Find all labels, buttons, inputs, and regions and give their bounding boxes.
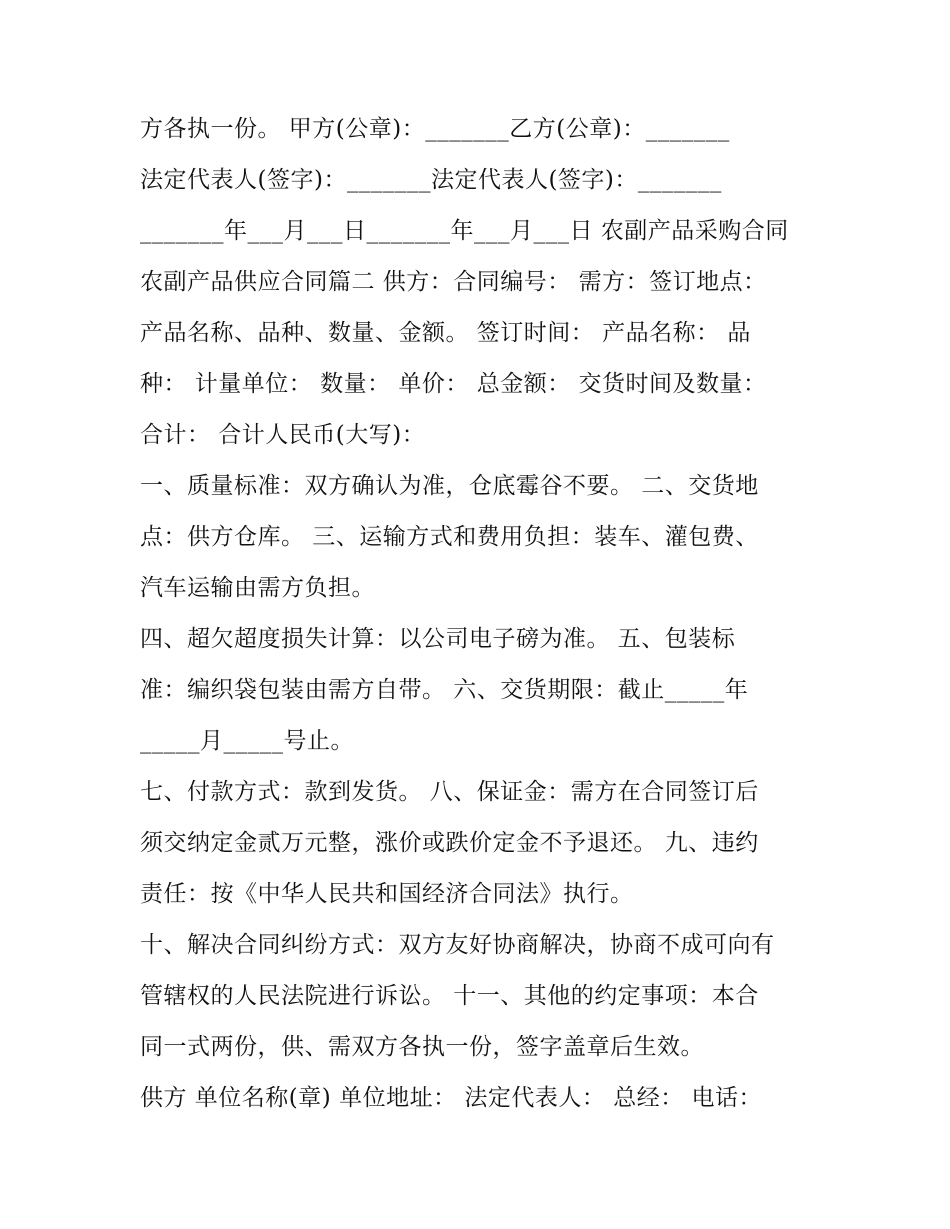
text-line: 方各执一份。 甲方(公章)：_______乙方(公章)：_______ — [140, 116, 730, 142]
text-line: 管辖权的人民法院进行诉讼。 十一、其他的约定事项：本合 — [140, 983, 759, 1009]
text-line: 合计： 合计人民币(大写)： — [140, 422, 426, 448]
text-line: 点：供方仓库。 三、运输方式和费用负担：装车、灌包费、 — [140, 524, 759, 550]
text-line: 七、付款方式：款到发货。 八、保证金：需方在合同签订后 — [140, 779, 759, 805]
document-body — [140, 104, 820, 1124]
text-line: _______年___月___日_______年___月___日 农副产品采购合同 — [140, 218, 789, 244]
text-line: 汽车运输由需方负担。 — [140, 575, 375, 601]
text-line: 准：编织袋包装由需方自带。 六、交货期限：截止_____年 — [140, 677, 749, 703]
text-line: 责任：按《中华人民共和国经济合同法》执行。 — [140, 881, 634, 907]
text-line: 十、解决合同纠纷方式：双方友好协商解决，协商不成可向有 — [140, 932, 775, 958]
text-line: 供方 单位名称(章) 单位地址： 法定代表人： 总经： 电话： — [140, 1085, 763, 1111]
text-line: 产品名称、品种、数量、金额。 签订时间： 产品名称： 品 — [140, 320, 751, 346]
text-line: 法定代表人(签字)：_______法定代表人(签字)：_______ — [140, 167, 722, 193]
text-line: 须交纳定金贰万元整，涨价或跌价定金不予退还。 九、违约 — [140, 830, 759, 856]
text-line: 种： 计量单位： 数量： 单价： 总金额： 交货时间及数量： — [140, 371, 767, 397]
text-line: 四、超欠超度损失计算：以公司电子磅为准。 五、包装标 — [140, 626, 736, 652]
text-line: _____月_____号止。 — [140, 728, 354, 754]
text-line: 一、质量标准：双方确认为准，仓底霉谷不要。 二、交货地 — [140, 473, 759, 499]
text-line: 同一式两份，供、需双方各执一份，签字盖章后生效。 — [140, 1034, 704, 1060]
text-line: 农副产品供应合同篇二 供方：合同编号： 需方：签订地点： — [140, 269, 767, 295]
